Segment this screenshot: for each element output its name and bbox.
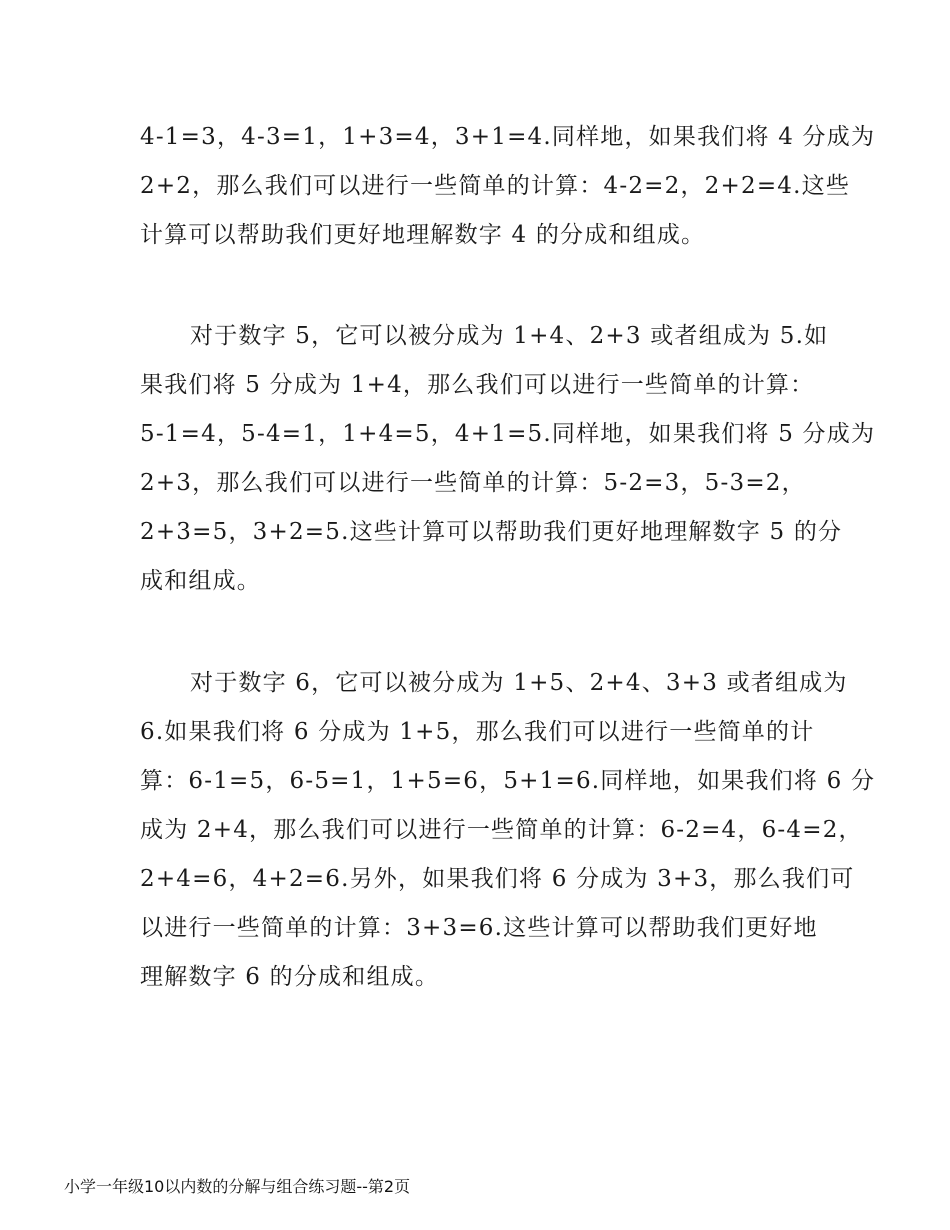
text-line: 6.如果我们将 6 分成为 1+5，那么我们可以进行一些简单的计 [140, 719, 815, 745]
text-line: 算：6-1=5，6-5=1，1+5=6，5+1=6.同样地，如果我们将 6 分 [140, 768, 876, 794]
text-line: 以进行一些简单的计算：3+3=6.这些计算可以帮助我们更好地 [140, 915, 818, 941]
text-line: 2+3=5，3+2=5.这些计算可以帮助我们更好地理解数字 5 的分 [140, 519, 843, 545]
text-line: 成和组成。 [140, 568, 261, 594]
page-footer: 小学一年级10以内数的分解与组合练习题--第2页 [64, 1177, 411, 1196]
text-line: 2+2，那么我们可以进行一些简单的计算：4-2=2，2+2=4.这些 [140, 173, 851, 199]
text-line: 5-1=4，5-4=1，1+4=5，4+1=5.同样地，如果我们将 5 分成为 [140, 421, 876, 447]
text-line: 理解数字 6 的分成和组成。 [140, 964, 440, 990]
text-line: 2+3，那么我们可以进行一些简单的计算：5-2=3，5-3=2， [140, 470, 806, 496]
text-line: 果我们将 5 分成为 1+4，那么我们可以进行一些简单的计算： [140, 372, 815, 398]
text-line: 成为 2+4，那么我们可以进行一些简单的计算：6-2=4，6-4=2， [140, 817, 863, 843]
text-line: 4-1=3，4-3=1，1+3=4，3+1=4.同样地，如果我们将 4 分成为 [140, 124, 876, 150]
text-line: 对于数字 6，它可以被分成为 1+5、2+4、3+3 或者组成为 [190, 670, 848, 696]
text-line: 2+4=6，4+2=6.另外，如果我们将 6 分成为 3+3，那么我们可 [140, 866, 855, 892]
text-line: 计算可以帮助我们更好地理解数字 4 的分成和组成。 [140, 222, 706, 248]
text-line: 对于数字 5，它可以被分成为 1+4、2+3 或者组成为 5.如 [190, 323, 829, 349]
